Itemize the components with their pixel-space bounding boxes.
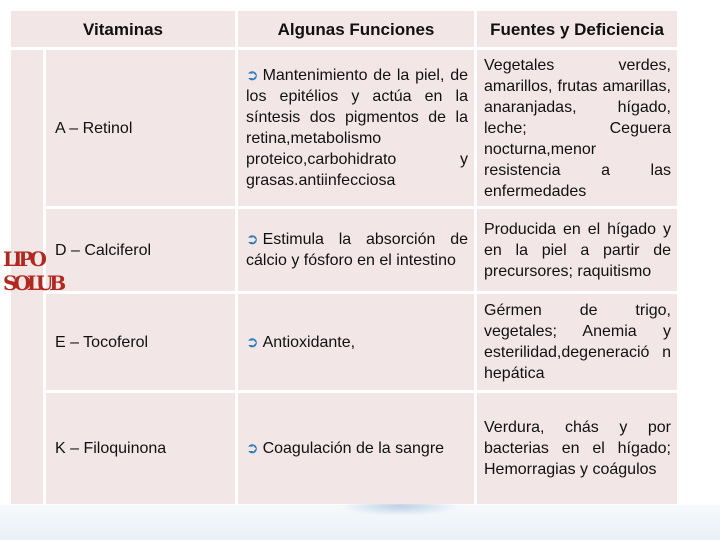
function-text: Antioxidante,	[262, 333, 356, 351]
side-label-line-2: SOLUB	[3, 271, 63, 295]
side-category-label	[3, 247, 62, 295]
vitamin-function	[238, 50, 474, 206]
vitamin-name: A – Retinol	[46, 50, 235, 206]
table-header-row	[11, 11, 677, 47]
arrow-bullet-icon: ➲	[246, 440, 259, 457]
vitamin-source: Gérmen de trigo, vegetales; Anemia y esterilidad,degeneració n hepática	[477, 294, 677, 390]
function-text: Estimula la absorción de cálcio y fósforo en el intestino	[246, 231, 468, 269]
header-vitamins: Vitaminas	[11, 11, 235, 47]
vitamin-name: D – Calciferol	[46, 209, 235, 291]
header-functions: Algunas Funciones	[238, 11, 474, 47]
function-text: Coagulación de la sangre	[262, 440, 445, 457]
vitamins-table	[8, 8, 680, 507]
vitamin-function	[238, 209, 474, 291]
vitamin-source: Producida en el hígado y en la piel a partir de precursores; raquitismo	[477, 209, 677, 291]
function-text: Mantenimiento de la piel, de los epitélios y actúa en la síntesis dos pigmentos de la retina,metabolismo proteico,carbohidrato y grasas.antiinfecciosa	[246, 67, 468, 189]
arrow-bullet-icon: ➲	[246, 67, 259, 84]
header-sources: Fuentes y Deficiencia	[477, 11, 677, 47]
arrow-bullet-icon: ➲	[246, 231, 259, 248]
side-label-line-1: LIPO	[3, 247, 43, 271]
vitamin-function	[238, 294, 474, 390]
vitamin-function	[238, 393, 474, 504]
vitamin-source: Verdura, chás y por bacterias en el hígado; Hemorragias y coágulos	[477, 393, 677, 504]
table-row	[11, 393, 677, 504]
table-row	[11, 50, 677, 206]
table-row	[11, 294, 677, 390]
vitamin-name: K – Filoquinona	[46, 393, 235, 504]
vitamin-source: Vegetales verdes, amarillos, frutas amarillas, anaranjadas, hígado, leche; Ceguera nocturna,menor resistencia a las enfermedades	[477, 50, 677, 206]
vitamin-name: E – Tocoferol	[46, 294, 235, 390]
arrow-bullet-icon: ➲	[246, 333, 259, 351]
table-row	[11, 209, 677, 291]
